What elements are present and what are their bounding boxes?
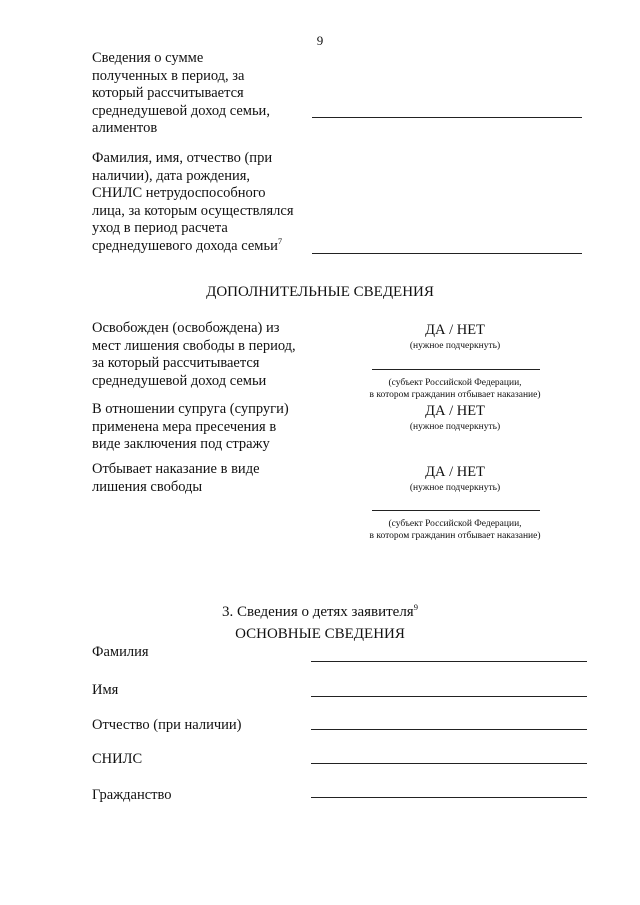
name-label: Имя bbox=[92, 682, 119, 698]
patronymic-label: Отчество (при наличии) bbox=[92, 717, 242, 733]
alimony-sum-label: Сведения о сумме полученных в период, за который рассчитывается среднедушевой доход семьи, алиментов bbox=[92, 50, 270, 136]
footnote-7: 7 bbox=[277, 235, 283, 246]
released-subject-note: (субъект Российской Федерации, в котором гражданин отбывает наказание) bbox=[369, 378, 541, 400]
serving-sentence-hint: (нужное подчеркнуть) bbox=[409, 483, 501, 493]
serving-subject-note: (субъект Российской Федерации, в котором гражданин отбывает наказание) bbox=[369, 519, 541, 541]
caretaker-info-text: Фамилия, имя, отчество (при наличии), дата рождения, СНИЛС нетрудоспособного лица, за которым осуществлялся уход в период расчета среднедушевого дохода семьи bbox=[92, 150, 294, 254]
alimony-sum-field[interactable] bbox=[312, 117, 582, 118]
name-field[interactable] bbox=[311, 696, 587, 697]
released-subject-field[interactable] bbox=[372, 369, 540, 370]
snils-label: СНИЛС bbox=[92, 751, 143, 767]
caretaker-info-label bbox=[92, 150, 317, 255]
spouse-custody-label: В отношении супруга (супруги) применена мера пресечения в виде заключения под стражу bbox=[92, 401, 289, 452]
serving-sentence-label: Отбывает наказание в виде лишения свободы bbox=[92, 461, 260, 495]
serving-subject-field[interactable] bbox=[372, 510, 540, 511]
children-section-title bbox=[0, 604, 640, 621]
surname-label: Фамилия bbox=[92, 644, 149, 660]
snils-field[interactable] bbox=[311, 763, 587, 764]
released-hint: (нужное подчеркнуть) bbox=[409, 341, 501, 351]
children-section-text: 3. Сведения о детях заявителя bbox=[222, 604, 414, 620]
footnote-9: 9 bbox=[413, 602, 418, 612]
surname-field[interactable] bbox=[311, 661, 587, 662]
main-info-title: ОСНОВНЫЕ СВЕДЕНИЯ bbox=[235, 626, 405, 642]
serving-sentence-yes-no[interactable]: ДА / НЕТ bbox=[425, 464, 485, 480]
released-yes-no[interactable]: ДА / НЕТ bbox=[425, 322, 485, 338]
released-from-prison-label: Освобожден (освобождена) из мест лишения свободы в период, за который рассчитывается среднедушевой доход семьи bbox=[92, 320, 296, 389]
patronymic-field[interactable] bbox=[311, 729, 587, 730]
spouse-custody-hint: (нужное подчеркнуть) bbox=[409, 422, 501, 432]
caretaker-info-field[interactable] bbox=[312, 253, 582, 254]
citizenship-label: Гражданство bbox=[92, 787, 172, 803]
spouse-custody-yes-no[interactable]: ДА / НЕТ bbox=[425, 403, 485, 419]
additional-info-title: ДОПОЛНИТЕЛЬНЫЕ СВЕДЕНИЯ bbox=[206, 284, 434, 300]
page-number: 9 bbox=[316, 33, 324, 48]
citizenship-field[interactable] bbox=[311, 797, 587, 798]
